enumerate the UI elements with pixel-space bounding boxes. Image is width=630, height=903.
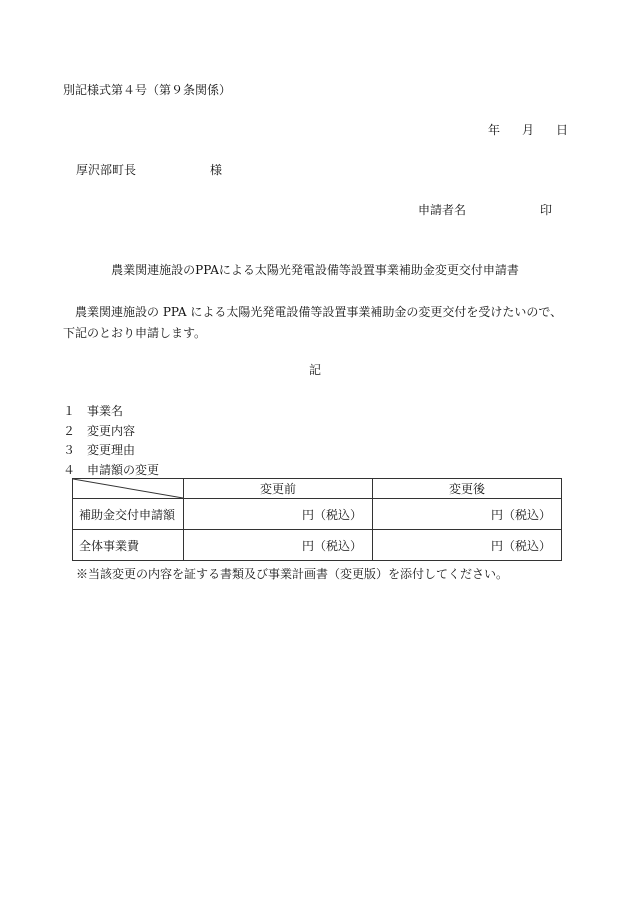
item-list — [63, 402, 159, 480]
diagonal-line — [73, 479, 183, 498]
date-line — [488, 122, 568, 138]
table-row — [73, 499, 562, 530]
item-number: １ — [63, 404, 76, 418]
amount-after-cell[interactable]: 円（税込） — [373, 530, 562, 561]
applicant-label: 申請者名 — [418, 203, 467, 217]
ki-heading: 記 — [308, 363, 321, 377]
item-label: 事業名 — [87, 404, 124, 418]
column-header-after: 変更後 — [373, 479, 562, 499]
applicant-line — [418, 202, 552, 218]
list-item — [63, 441, 159, 461]
table-header-row — [73, 479, 562, 499]
document-title: 農業関連施設のPPAによる太陽光発電設備等設置事業補助金変更交付申請書 — [111, 263, 519, 277]
item-number: ２ — [63, 423, 76, 438]
item-number: ３ — [63, 443, 76, 457]
amount-change-table — [72, 478, 562, 561]
amount-after-cell[interactable]: 円（税込） — [373, 499, 562, 530]
diagonal-header-cell — [73, 479, 184, 499]
amount-before-cell[interactable]: 円（税込） — [184, 530, 373, 561]
amount-before-cell[interactable]: 円（税込） — [184, 499, 373, 530]
body-paragraph: 農業関連施設の PPA による太陽光発電設備等設置事業補助金の変更交付を受けたいので、下記のとおり申請します。 — [63, 305, 563, 340]
date-year: 年 — [487, 123, 500, 137]
recipient-name: 厚沢部町長 — [76, 163, 137, 177]
column-header-before: 変更前 — [184, 479, 373, 499]
list-item — [63, 422, 159, 442]
recipient-line — [76, 162, 222, 178]
row-label: 補助金交付申請額 — [73, 499, 184, 530]
list-item — [63, 402, 159, 422]
item-number: ４ — [63, 462, 76, 477]
item-label: 変更理由 — [87, 443, 136, 457]
item-label: 申請額の変更 — [87, 462, 160, 477]
item-label: 変更内容 — [87, 423, 136, 438]
recipient-honorific: 様 — [210, 163, 223, 177]
table-row — [73, 530, 562, 561]
date-day: 日 — [555, 123, 568, 137]
attachment-note: ※当該変更の内容を証する書類及び事業計画書（変更版）を添付してください。 — [76, 567, 509, 581]
row-label: 全体事業費 — [73, 530, 184, 561]
date-month: 月 — [521, 123, 534, 137]
seal-mark: 印 — [540, 203, 553, 217]
form-number: 別記様式第４号（第９条関係） — [63, 83, 232, 97]
